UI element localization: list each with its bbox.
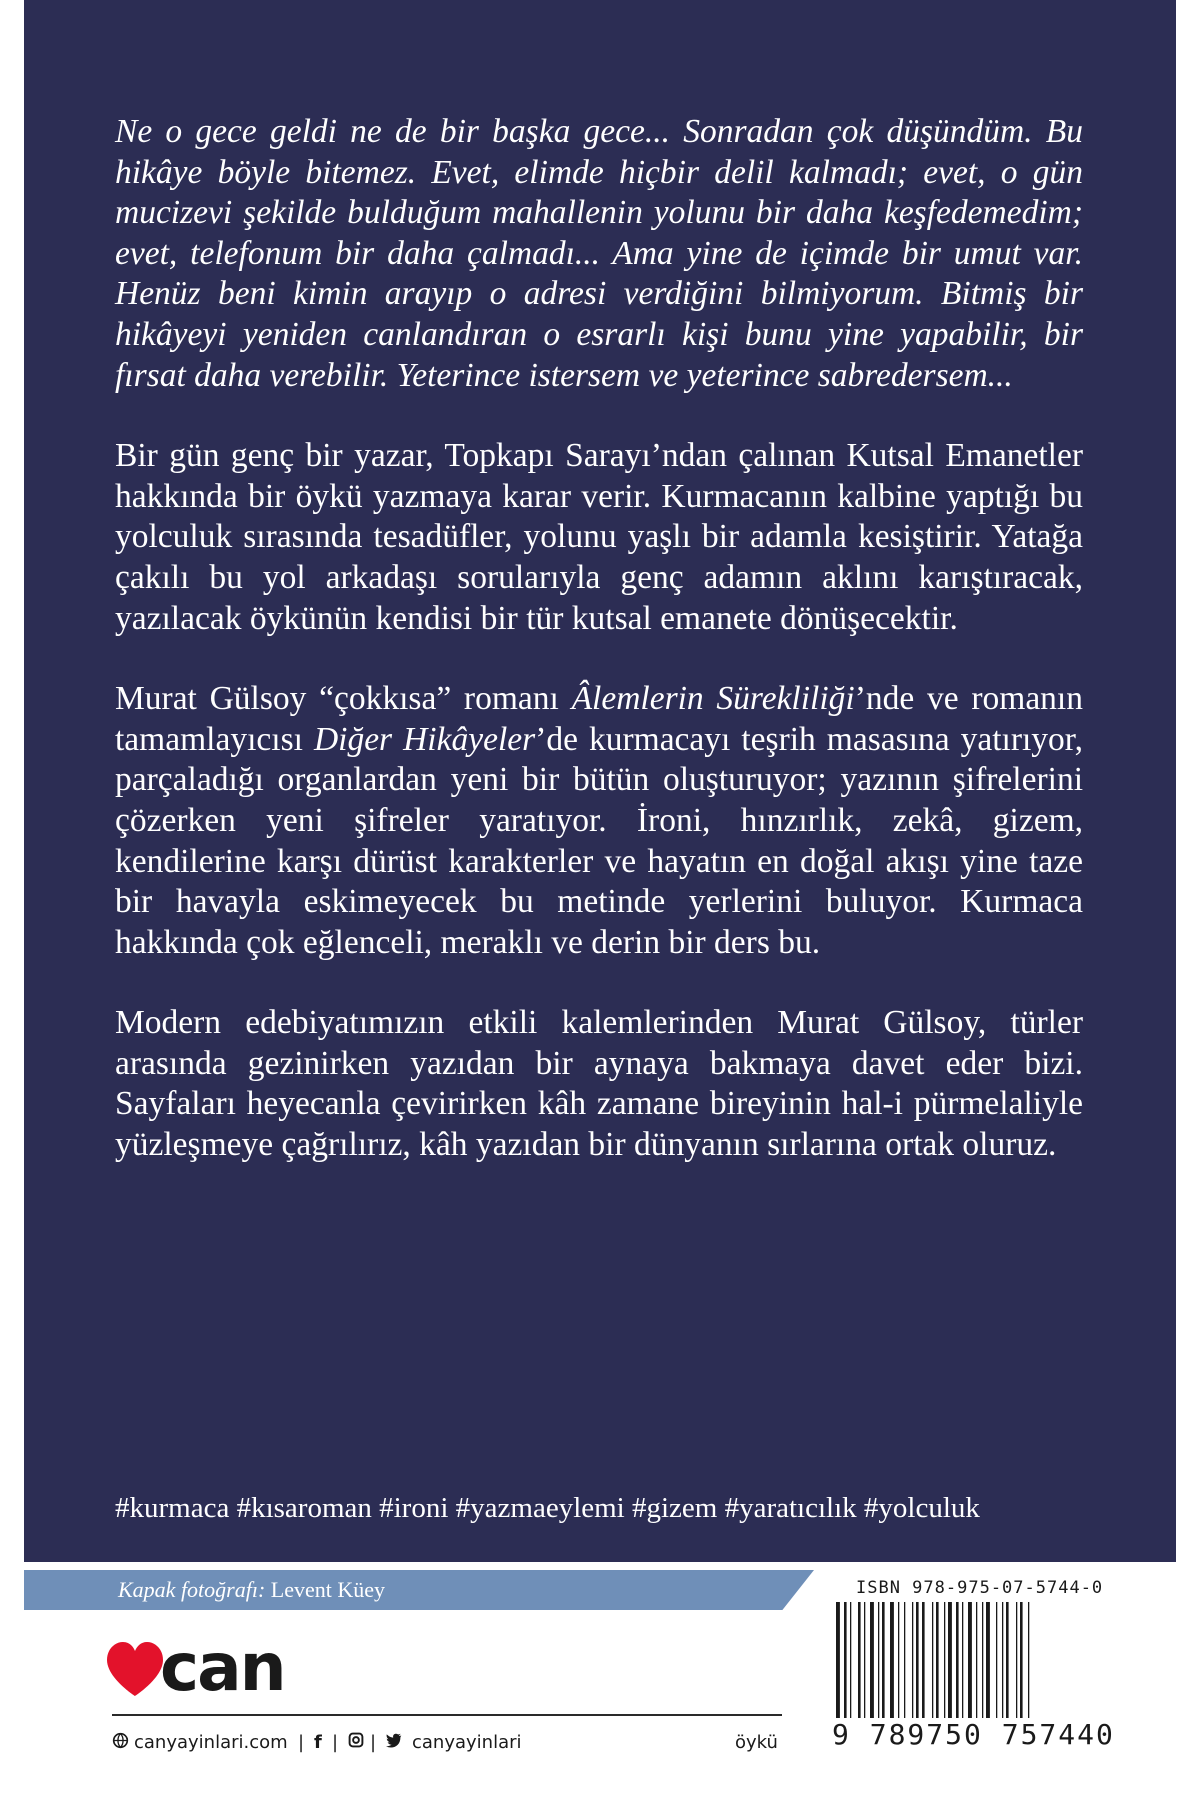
blurb-intro: Ne o gece geldi ne de bir başka gece... Sonradan çok düşündüm. Bu hikâye böyle bitemez. Evet, elimde hiçbir delil kalmadı; evet, o gün mucizevi şekilde bulduğum mahallenin yolunu bir daha keşfedemedim; evet, telefonum bir daha çalmadı... Ama yine de içimde bir umut var. Henüz beni kimin arayıp o adresi verdiğini bilmiyorum. Bitmiş bir hikâyeyi yeniden canlandıran o esrarlı kişi bunu yine yapabilir, bir fırsat daha verebilir. Yeterince istersem ve yeterince sabredersem... [115,113,1083,394]
book-title-2: Diğer Hikâyeler [313,720,536,758]
separator: | [298,1732,305,1753]
instagram-icon[interactable] [348,1732,364,1753]
website-link[interactable]: canyayinlari.com [134,1732,288,1753]
book-title-1: Âlemlerin Sürekliliği [571,680,855,718]
blurb [115,112,1083,1206]
blurb-paragraph-2: Bir gün genç bir yazar, Topkapı Sarayı’ndan çalınan Kutsal Emanetler hakkında bir öykü yazmaya karar verir. Kurmacanın kalbine yaptığı bu yolculuk sırasında tesadüfler, yolunu yaşlı bir adamla kesiştirir. Yatağa çakılı bu yol arkadaşı sorularıyla genç adamın aklını karıştıracak, yazılacak öykünün kendisi bir tür kutsal emanete dönüşecektir. [115,437,1083,637]
photo-credit-label: Kapak fotoğrafı: [118,1577,266,1602]
blurb-paragraph-3 [115,679,1083,963]
isbn-label: ISBN 978-975-07-5744-0 [856,1578,1104,1598]
social-handle[interactable]: canyayinlari [412,1732,522,1753]
facebook-icon[interactable]: f [314,1732,322,1753]
hashtags: #kurmaca #kısaroman #ironi #yazmaeylemi #gizem #yaratıcılık #yolculuk [115,1492,980,1524]
separator: | [370,1732,377,1753]
separator: | [332,1732,339,1753]
footer-divider [112,1714,782,1716]
photo-credit [118,1575,385,1605]
barcode-digits: 9 789750 757440 [832,1718,1115,1751]
blurb-paragraph-4: Modern edebiyatımızın etkili kalemlerinden Murat Gülsoy, türler arasında gezinirken yazıdan bir aynaya bakmaya davet eder bizi. Sayfaları heyecanla çevirirken kâh zamane bireyinin hal-i pürmelaliyle yüzleşmeye çağrılırız, kâh yazıdan bir dünyanın sırlarına ortak oluruz. [115,1004,1083,1164]
p3-text-b: ’nde ve romanın tamamlayıcısı [115,680,1083,758]
publisher-logo-text: can [160,1629,285,1706]
publisher-footer [112,1728,782,1758]
photo-credit-name: Levent Küey [270,1577,386,1602]
genre-label: öykü [735,1732,778,1753]
p3-text-a: Murat Gülsoy “çokkısa” romanı [115,680,572,718]
globe-icon [112,1732,129,1754]
twitter-icon[interactable] [386,1732,402,1753]
p3-text-c: ’de kurmacayı teşrih masasına yatırıyor, parçaladığı organlardan yeni bir bütün oluşturuyor; yazının şifrelerini çözerken yeni şifreler yaratıyor. İroni, hınzırlık, zekâ, gizem, kendilerine karşı dürüst karakterler ve hayatın en doğal akışı yine taze bir havayla eskimeyecek bu metinde yerlerini buluyor. Kurmaca hakkında çok eğlenceli, meraklı ve derin bir ders bu. [115,720,1083,961]
